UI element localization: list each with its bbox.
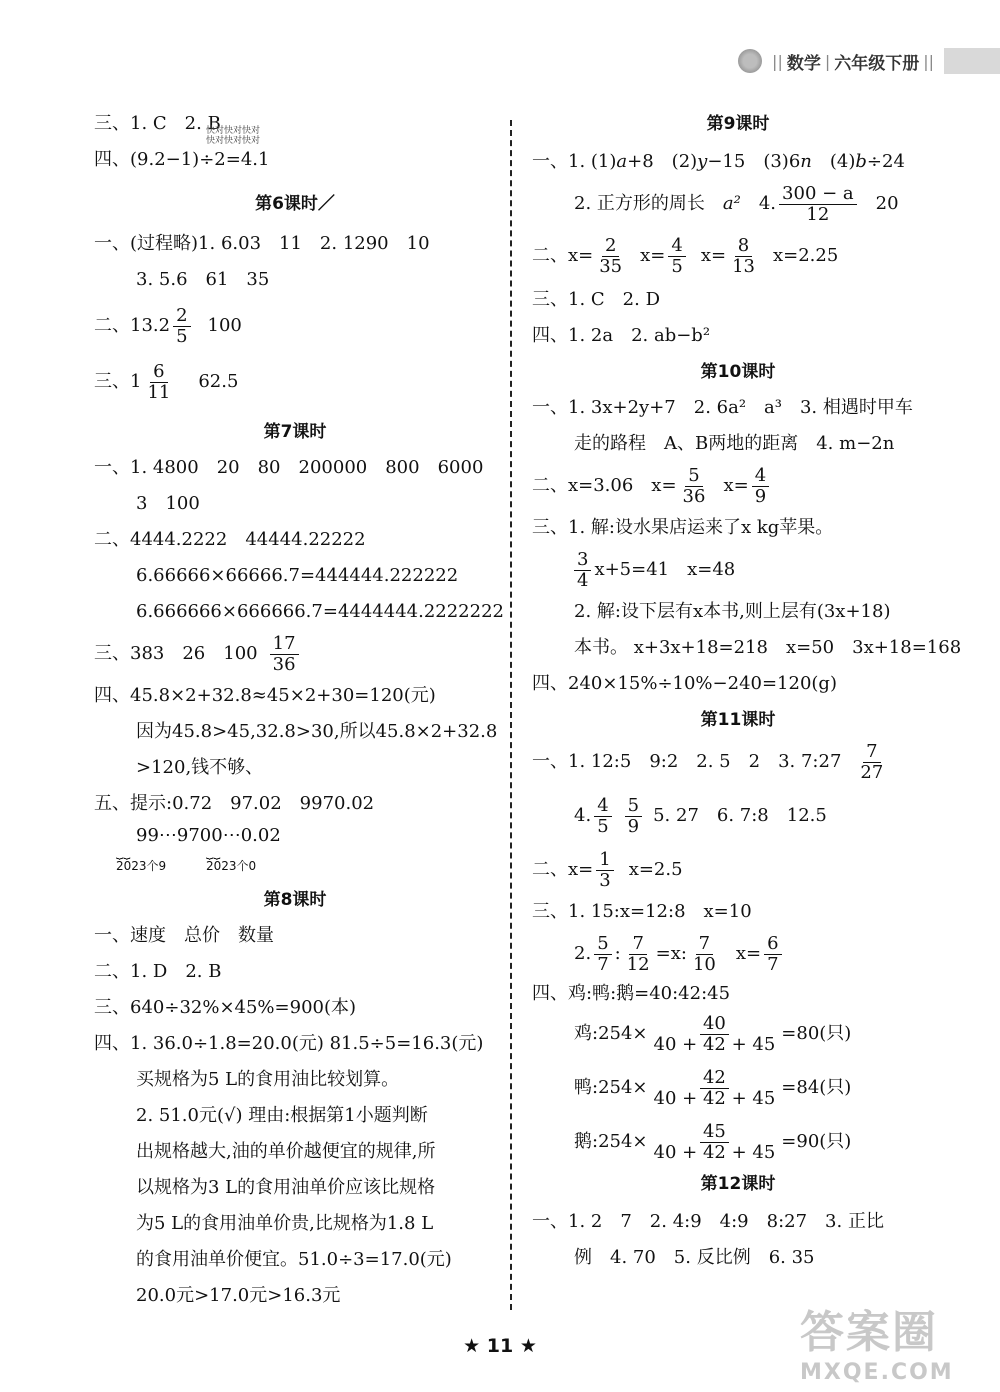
answer-line: 一、1. 12:5 9:2 2. 5 2 3. 7:27 $\frac{7}{27}$ (532, 740, 944, 784)
answer-line: 本书。 x+3x+18=218 x=50 3x+18=168 (574, 637, 962, 658)
answer-line: >120,钱不够、 (136, 757, 264, 778)
answer-line: 2. 解:设下层有x本书,则上层有(3x+18) (574, 601, 891, 622)
fraction: $\frac{2}{35}$ (599, 234, 623, 277)
answer-line: 二、13.2 $\frac{2}{5}$ 100 (94, 304, 242, 347)
section-heading: 第7课时 (263, 422, 327, 442)
answer-line: 买规格为5 L的食用油比较划算。 (136, 1069, 400, 1090)
header-grey-bar (944, 48, 1000, 74)
fraction: $\frac{5}{36}$ (682, 464, 706, 507)
section-heading: 第11课时 (700, 710, 776, 730)
answer-line: 的食用油单价便宜。51.0÷3=17.0(元) (136, 1249, 452, 1270)
section-heading: 第8课时 (263, 890, 327, 910)
answer-line: 二、1. D 2. B (94, 961, 222, 982)
fraction: $\frac{6}{11}$ (147, 360, 171, 403)
fraction: $\frac{8}{13}$ (732, 234, 755, 277)
answer-line: 四、45.8×2+32.8≈45×2+30=120(元) (94, 685, 436, 706)
answer-line: 为5 L的食用油单价贵,比规格为1.8 L (136, 1213, 434, 1234)
section-heading: 第10课时 (700, 362, 776, 382)
fraction: $\frac{17}{36}$ (270, 634, 299, 675)
answer-line: 鹅:254× $\frac{45}{40 + 42 + 45}$ =90(只) (574, 1120, 852, 1163)
answer-line: 三、1. 解:设水果店运来了x kg苹果。 (532, 517, 834, 538)
fraction: $\frac{5}{9}$ (625, 796, 642, 837)
answer-line: 三、1. C 2. D (532, 289, 660, 310)
answer-line: 2. 正方形的周长 a² 4. $\frac{300 - a}{12}$ 20 (574, 182, 899, 225)
brace-label: 2023个9 (116, 859, 167, 873)
answer-line: 三、640÷32%×45%=900(本) (94, 997, 357, 1018)
answer-line: 二、x= $\frac{2}{35}$ x= $\frac{4}{5}$ x= $\frac{8}{13}$ x=2.25 (532, 234, 839, 277)
sun-logo-icon (738, 49, 762, 73)
fraction: $\frac{3}{4}$ (574, 550, 591, 591)
answer-line: 一、1. 2 7 2. 4:9 4:9 8:27 3. 正比 (532, 1211, 884, 1232)
brace-icon: ⏟⏟ (206, 845, 221, 859)
answer-line: 三、383 26 100 $\frac{17}{36}$ (94, 632, 496, 676)
answer-line: 因为45.8>45,32.8>30,所以45.8×2+32.8 (136, 721, 498, 742)
answer-line: 20.0元>17.0元>16.3元 (136, 1285, 341, 1306)
fraction: $\frac{300 - a}{12}$ (779, 184, 857, 225)
answer-line: 四、(9.2−1)÷2=4.1 (94, 149, 270, 170)
section-heading: 第9课时 (706, 114, 770, 134)
answer-line: 4. $\frac{4}{5}$ $\frac{5}{9}$ 5. 27 6. 7:8 12.5 (574, 794, 827, 837)
header-separator: || (772, 51, 783, 71)
answer-line: $\frac{3}{4}$ x+5=41 x=48 (532, 548, 944, 592)
answer-line: 四、1. 36.0÷1.8=20.0(元) 81.5÷5=16.3(元) (94, 1033, 484, 1054)
answer-line: 出规格越大,油的单价越便宜的规律,所 (136, 1141, 436, 1162)
answer-line: 三、1 $\frac{6}{11}$ 62.5 (94, 360, 239, 403)
header-separator: || (923, 51, 934, 71)
answer-line: 一、1. (1)a+8 (2)y−15 (3)6n (4)b÷24 (532, 151, 905, 172)
answer-line: 五、提示:0.72 97.02 9970.02 (94, 793, 375, 814)
fraction: $\frac{40}{40 + 42 + 45}$ (653, 1012, 776, 1055)
answer-line: 四、鸡:鸭:鹅=40:42:45 (532, 983, 731, 1004)
answer-line: 鸭:254× $\frac{42}{40 + 42 + 45}$ =84(只) (574, 1066, 852, 1109)
answer-line: 2. 51.0元(√) 理由:根据第1小题判断 (136, 1105, 428, 1126)
fraction: $\frac{4}{9}$ (752, 466, 769, 507)
answer-line: 例 4. 70 5. 反比例 6. 35 (574, 1247, 815, 1268)
page-number: ★ 11 ★ (463, 1335, 537, 1357)
answer-line: 二、x= $\frac{1}{3}$ x=2.5 (532, 848, 683, 891)
answer-line: 一、速度 总价 数量 (94, 925, 274, 946)
section-heading: 第12课时 (700, 1174, 776, 1194)
answer-line: 走的路程 A、B两地的距离 4. m−2n (574, 433, 895, 454)
answer-line: 一、(过程略)1. 6.03 11 2. 1290 10 (94, 233, 430, 254)
fraction: $\frac{4}{5}$ (668, 236, 685, 277)
answer-line: 99⋯9700⋯0.02 (136, 825, 281, 846)
brace-labels (94, 845, 496, 874)
answer-line: 二、4444.2222 44444.22222 (94, 529, 366, 550)
answer-line: 二、x=3.06 x= $\frac{5}{36}$ x= $\frac{4}{9}$ (532, 464, 944, 508)
watermark-logo: 答案圈 MXQE.COM (800, 1307, 954, 1385)
fraction: $\frac{7}{10}$ (692, 932, 716, 975)
answer-line: 3 100 (136, 493, 200, 514)
page-header (738, 44, 1000, 78)
answer-line: 2. $\frac{5}{7}$ : $\frac{7}{12}$ =x: $\frac{7}{10}$ x= $\frac{6}{7}$ (532, 932, 944, 976)
fraction: $\frac{5}{7}$ (594, 934, 611, 975)
answer-line: 一、1. 4800 20 80 200000 800 6000 (94, 457, 484, 478)
brace-icon: ⏟⏟ (116, 845, 131, 859)
answer-line: 四、240×15%÷10%−240=120(g) (532, 673, 837, 694)
answer-line: 一、1. 3x+2y+7 2. 6a² a³ 3. 相遇时甲车 (532, 397, 913, 418)
fraction: $\frac{7}{12}$ (626, 932, 650, 975)
right-column (532, 112, 962, 1270)
answer-line: 6.666666×666666.7=4444444.2222222 (136, 601, 504, 622)
fraction: $\frac{6}{7}$ (764, 934, 781, 975)
fraction: $\frac{2}{5}$ (173, 306, 190, 347)
header-grade: 六年级下册 (834, 53, 920, 74)
brace-label: 2023个0 (206, 859, 257, 873)
answer-line: 鸡:254× $\frac{40}{40 + 42 + 45}$ =80(只) (574, 1012, 852, 1055)
answer-line: 三、1. 15:x=12:8 x=10 (532, 901, 752, 922)
answer-line: 6.66666×66666.7=444444.222222 (136, 565, 459, 586)
scribble-stamp: 快对快对快对 快对快对快对 (206, 126, 261, 146)
fraction: $\frac{42}{40 + 42 + 45}$ (653, 1066, 776, 1109)
header-subject: 数学 (786, 53, 821, 74)
column-divider (510, 120, 512, 1310)
left-column (94, 112, 504, 1308)
fraction: $\frac{45}{40 + 42 + 45}$ (653, 1120, 776, 1163)
fraction: $\frac{1}{3}$ (596, 850, 613, 891)
fraction: $\frac{4}{5}$ (594, 796, 611, 837)
answer-line: 三、1. C 2. B 快对快对快对 快对快对快对 (94, 113, 261, 146)
section-heading: 第6课时／ (255, 194, 335, 214)
answer-line: 3. 5.6 61 35 (136, 269, 270, 290)
answer-line: 四、1. 2a 2. ab−b² (532, 325, 711, 346)
fraction: $\frac{7}{27}$ (860, 740, 884, 783)
header-separator: | (824, 51, 831, 71)
answer-line: 以规格为3 L的食用油单价应该比规格 (136, 1177, 436, 1198)
